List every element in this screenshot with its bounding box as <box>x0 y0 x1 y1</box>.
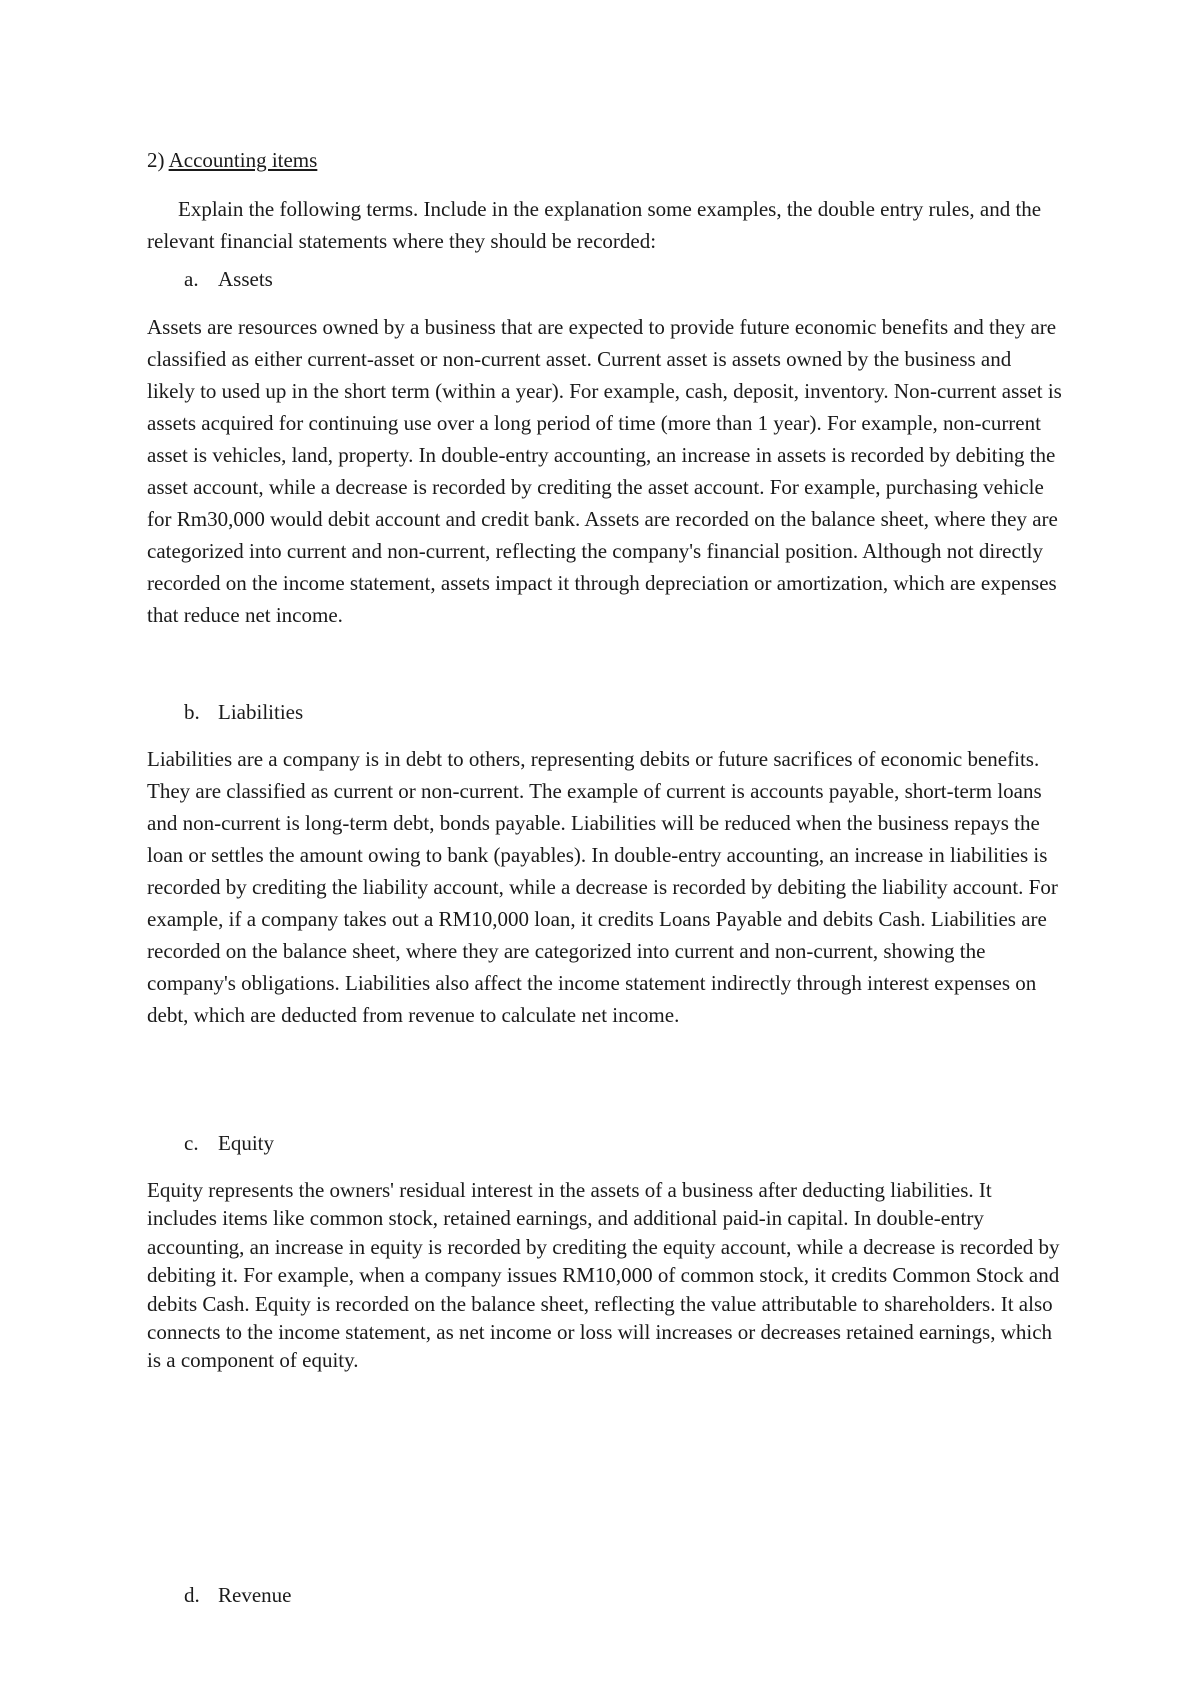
item-heading-equity <box>184 1129 274 1157</box>
assets-paragraph: Assets are resources owned by a business that are expected to provide future economic benefits and they are classified as either current-asset or non-current asset. Current asset is assets owned by the business and likely to used up in the short term (within a year). For example, cash, deposit, inventory. Non-current asset is assets acquired for continuing use over a long period of time (more than 1 year). For example, non-current asset is vehicles, land, property. In double-entry accounting, an increase in assets is recorded by debiting the asset account, while a decrease is recorded by crediting the asset account. For example, purchasing vehicle for Rm30,000 would debit account and credit bank. Assets are recorded on the balance sheet, where they are categorized into current and non-current, reflecting the company's financial position. Although not directly recorded on the income statement, assets impact it through depreciation or amortization, which are expenses that reduce net income. <box>147 315 1062 627</box>
intro-paragraph: Explain the following terms. Include in the explanation some examples, the double entry rules, and the relevant financial statements where they should be recorded: <box>147 197 1042 253</box>
section-title: Accounting items <box>168 148 318 172</box>
item-title: Equity <box>218 1131 274 1155</box>
item-letter: a. <box>184 267 199 291</box>
section-number: 2) <box>147 148 165 172</box>
equity-paragraph: Equity represents the owners' residual interest in the assets of a business after deducting liabilities. It includes items like common stock, retained earnings, and additional paid-in capital. In double-entry accounting, an increase in equity is recorded by crediting the equity account, while a decrease is recorded by debiting it. For example, when a company issues RM10,000 of common stock, it credits Common Stock and debits Cash. Equity is recorded on the balance sheet, reflecting the value attributable to shareholders. It also connects to the income statement, as net income or loss will increases or decreases retained earnings, which is a component of equity. <box>147 1178 1060 1373</box>
item-heading-revenue <box>184 1581 291 1609</box>
item-title: Assets <box>218 267 273 291</box>
liabilities-paragraph: Liabilities are a company is in debt to others, representing debits or future sacrifices of economic benefits. They are classified as current or non-current. The example of current is accounts payable, short-term loans and non-current is long-term debt, bonds payable. Liabilities will be reduced when the business repays the loan or settles the amount owing to bank (payables). In double-entry accounting, an increase in liabilities is recorded by crediting the liability account, while a decrease is recorded by debiting the liability account. For example, if a company takes out a RM10,000 loan, it credits Loans Payable and debits Cash. Liabilities are recorded on the balance sheet, where they are categorized into current and non-current, showing the company's obligations. Liabilities also affect the income statement indirectly through interest expenses on debt, which are deducted from revenue to calculate net income. <box>147 747 1058 1027</box>
item-heading-assets <box>184 265 273 293</box>
item-title: Revenue <box>218 1583 292 1607</box>
item-title: Liabilities <box>218 700 304 724</box>
item-letter: d. <box>184 1583 200 1607</box>
item-letter: c. <box>184 1131 199 1155</box>
section-heading <box>147 146 1063 174</box>
item-letter: b. <box>184 700 200 724</box>
item-heading-liabilities <box>184 698 303 726</box>
